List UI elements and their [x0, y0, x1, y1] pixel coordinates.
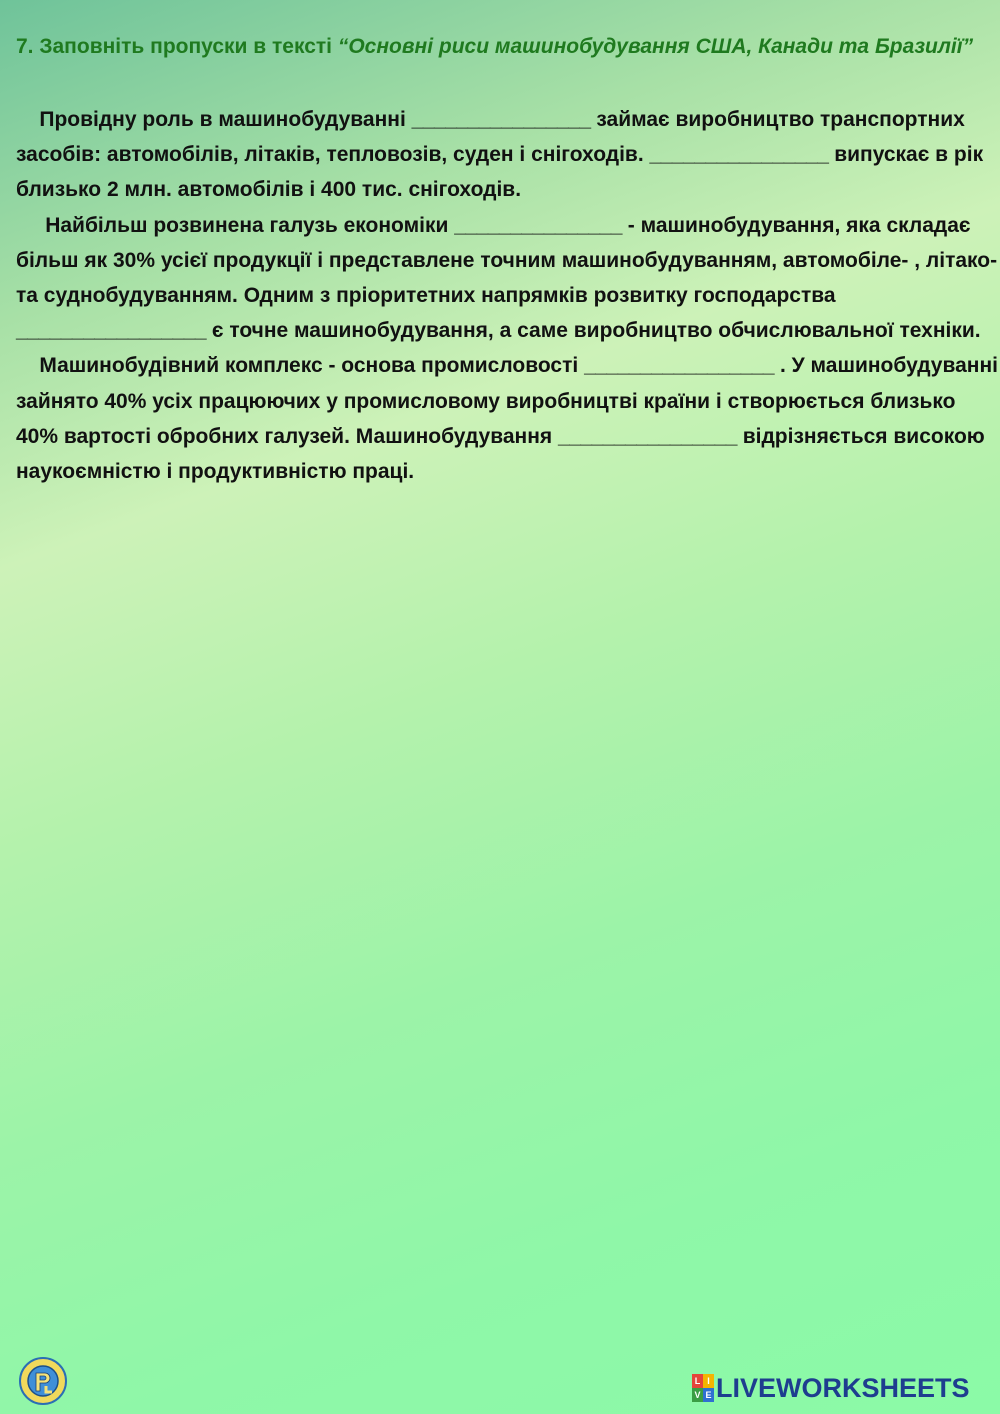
- paragraph-1-text-c: випускає в рік близько 2 млн. автомобілів і 400 тис. снігоходів.: [16, 143, 984, 202]
- task-title: [16, 30, 1000, 64]
- logo-letter-i: I: [703, 1374, 714, 1388]
- liveworksheets-wordmark: LIVEWORKSHEETS: [716, 1372, 970, 1403]
- blank-5[interactable]: _________________: [584, 354, 775, 378]
- school-geography-seal-icon: [18, 1356, 68, 1406]
- blank-3[interactable]: _______________: [454, 213, 622, 237]
- task-topic: “Основні риси машинобудування США, Канади та Бразилії”: [337, 35, 974, 58]
- blank-1[interactable]: ________________: [411, 108, 591, 131]
- paragraph-3-text-a: Машинобудівний комплекс - основа промисловості: [39, 354, 585, 378]
- task-prefix: 7. Заповніть пропуски в тексті: [16, 35, 338, 58]
- logo-letter-l: L: [692, 1374, 703, 1388]
- logo-letter-e: E: [703, 1388, 714, 1402]
- paragraph-2: [16, 208, 1000, 349]
- blank-4[interactable]: _________________: [16, 319, 207, 343]
- paragraph-1: [16, 102, 1000, 208]
- paragraph-3-text-c: відрізняється високою наукоємністю і продуктивністю праці.: [16, 424, 985, 484]
- paragraph-2-text-a: Найбільш розвинена галузь економіки: [45, 213, 455, 237]
- liveworksheets-logo-icon: [692, 1374, 714, 1402]
- fill-in-text: [16, 102, 1000, 489]
- liveworksheets-brand[interactable]: [692, 1372, 970, 1404]
- paragraph-1-text-a: Провідну роль в машинобудуванні: [39, 108, 412, 131]
- paragraph-3-text-b: . У машинобудуванні зайнято 40% усіх працюючих у промисловому виробництві країни і створюється близько 40% вартості обробних галузей. Машинобудування: [16, 354, 999, 448]
- blank-2[interactable]: ________________: [649, 143, 829, 167]
- blank-6[interactable]: ________________: [558, 424, 737, 448]
- logo-letter-v: V: [692, 1388, 703, 1402]
- paragraph-2-text-b: - машинобудування, яка складає більш як 30% усієї продукції і представлене точним машинобудуванням, автомобіле- , літако- та суднобудуванням. Одним з пріоритетних напрямків розвитку господарства: [16, 213, 998, 308]
- paragraph-2-text-c: є точне машинобудування, а саме виробництво обчислювальної техніки.: [206, 319, 981, 343]
- paragraph-1-text-b: займає виробництво транспортних засобів: автомобілів, літаків, тепловозів, суден і снігоходів.: [16, 108, 965, 167]
- paragraph-3: [16, 348, 1000, 489]
- worksheet-page: [16, 30, 1000, 489]
